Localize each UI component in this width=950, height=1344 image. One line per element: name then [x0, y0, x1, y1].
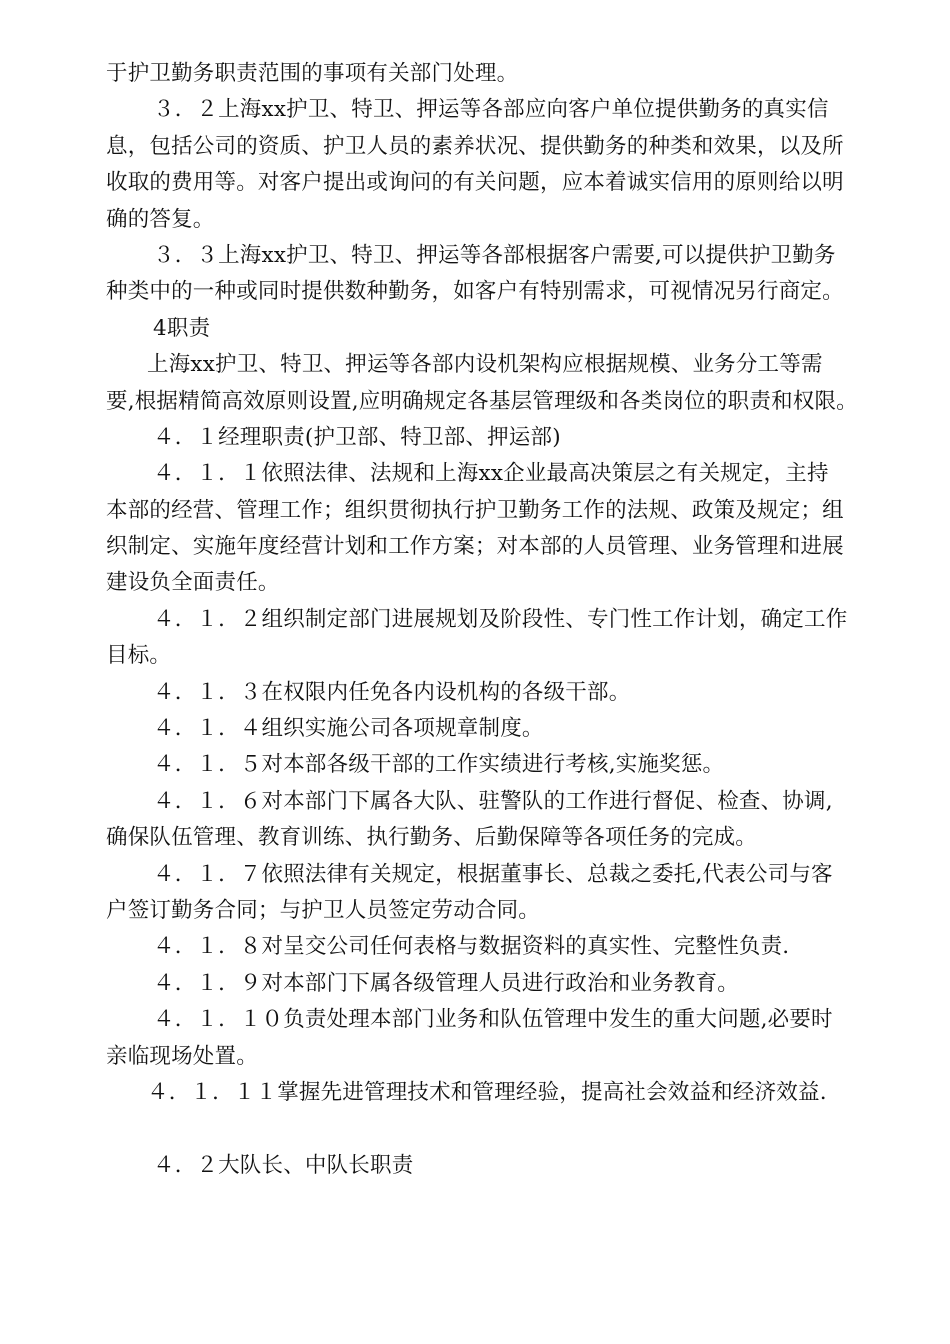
- text-line: 要,根据精简高效原则设置,应明确规定各基层管理级和各类岗位的职责和权限。: [106, 388, 858, 414]
- text-line: 种类中的一种或同时提供数种勤务，如客户有特别需求，可视情况另行商定。: [106, 279, 844, 305]
- clause-4-1-10-line: ４．１．１０负责处理本部门业务和队伍管理中发生的重大问题,必要时: [153, 1007, 833, 1033]
- text-line: 亲临现场处置。: [106, 1043, 258, 1069]
- text-line: 息，包括公司的资质、护卫人员的素养状况、提供勤务的种类和效果，以及所: [106, 133, 844, 159]
- clause-4-1-3-line: ４．１．３在权限内任免各内设机构的各级干部。: [153, 679, 631, 705]
- text-line: 建设负全面责任。: [106, 570, 280, 596]
- clause-4-1-5-line: ４．１．５对本部各级干部的工作实绩进行考核,实施奖惩。: [153, 752, 725, 778]
- clause-4-1-8-line: ４．１．８对呈交公司任何表格与数据资料的真实性、完整性负责.: [153, 934, 790, 960]
- section-heading-4: 4职责: [153, 315, 211, 341]
- text-line: 收取的费用等。对客户提出或询问的有关问题，应本着诚实信用的原则给以明: [106, 170, 844, 196]
- clause-4-1-2-line: ４．１．２组织制定部门进展规划及阶段性、专门性工作计划，确定工作: [153, 606, 848, 632]
- text-line: 确的答复。: [106, 206, 215, 232]
- clause-4-1-1-line: ４．１．１依照法律、法规和上海xx企业最高决策层之有关规定，主持: [153, 461, 829, 487]
- clause-4-1-heading: ４．１经理职责(护卫部、特卫部、押运部): [153, 424, 561, 450]
- text-line: 户签订勤务合同；与护卫人员签定劳动合同。: [106, 897, 541, 923]
- text-line: 于护卫勤务职责范围的事项有关部门处理。: [106, 61, 519, 86]
- clause-4-1-11-line: ４．１．１１掌握先进管理技术和管理经验，提高社会效益和经济效益.: [147, 1079, 827, 1105]
- clause-4-1-9-line: ４．１．９对本部门下属各级管理人员进行政治和业务教育。: [153, 970, 739, 996]
- blank-line: [106, 1111, 876, 1147]
- document-body: [106, 56, 876, 1184]
- clause-3-3-line: ３．３上海xx护卫、特卫、押运等各部根据客户需要,可以提供护卫勤务: [153, 242, 836, 268]
- clause-4-1-4-line: ４．１．４组织实施公司各项规章制度。: [153, 716, 544, 742]
- clause-3-2-line: ３．２上海xx护卫、特卫、押运等各部应向客户单位提供勤务的真实信: [153, 97, 829, 123]
- clause-4-2-heading: ４．２大队长、中队长职责: [153, 1152, 414, 1178]
- text-line: 确保队伍管理、教育训练、执行勤务、后勤保障等各项任务的完成。: [106, 825, 758, 851]
- text-line: 织制定、实施年度经营计划和工作方案；对本部的人员管理、业务管理和进展: [106, 534, 844, 560]
- clause-4-1-6-line: ４．１．６对本部门下属各大队、驻警队的工作进行督促、检查、协调,: [153, 788, 833, 814]
- clause-4-1-7-line: ４．１．７依照法律有关规定，根据董事长、总裁之委托,代表公司与客: [153, 861, 833, 887]
- text-line: 本部的经营、管理工作；组织贯彻执行护卫勤务工作的法规、政策及规定；组: [106, 497, 844, 523]
- text-line: 目标。: [106, 643, 172, 669]
- section-intro-line: 上海xx护卫、特卫、押运等各部内设机架构应根据规模、业务分工等需: [147, 352, 823, 378]
